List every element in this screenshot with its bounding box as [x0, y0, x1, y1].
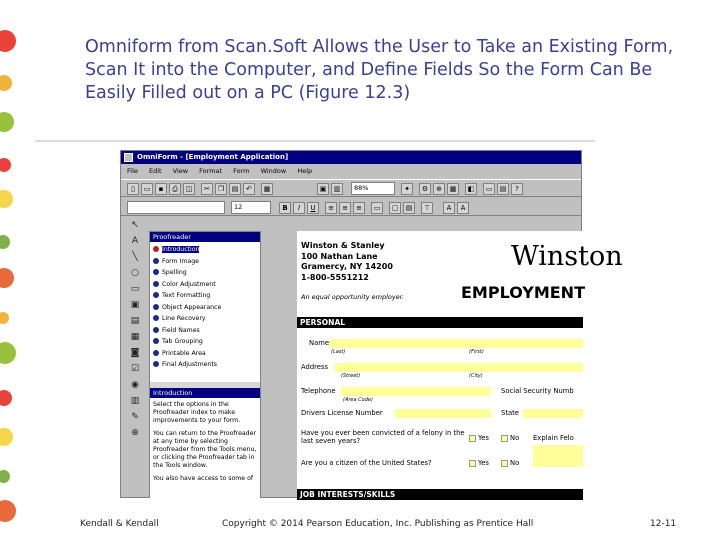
valign-icon[interactable]: ⊤ [421, 202, 433, 214]
paste-icon[interactable]: ▤ [229, 183, 241, 195]
proofreader-item[interactable]: Color Adjustment [153, 279, 257, 291]
table-tool-icon[interactable]: ▦ [130, 332, 140, 342]
title-divider [35, 140, 595, 142]
company-address [301, 241, 393, 283]
ssn-label: Social Security Numb [501, 387, 574, 395]
field-icon[interactable]: ▭ [483, 183, 495, 195]
rect-tool-icon[interactable]: ▭ [130, 284, 140, 294]
first-hint: (First) [469, 349, 484, 355]
field-tool-icon[interactable]: ▤ [130, 316, 140, 326]
form-document [297, 231, 623, 499]
explain-felony-label: Explain Felo [533, 434, 574, 442]
proofreader-item[interactable]: Field Names [153, 325, 257, 337]
bullet-icon [153, 292, 159, 298]
company-logo: Winston [511, 241, 623, 272]
company-line: Winston & Stanley [301, 241, 385, 250]
font-select[interactable] [127, 201, 225, 214]
license-label: Drivers License Number [301, 409, 383, 417]
line-icon[interactable]: ▭ [371, 202, 383, 214]
size-select[interactable]: 12 [231, 201, 271, 214]
explain-felony-field[interactable] [533, 445, 583, 467]
scan-icon[interactable]: ▦ [261, 183, 273, 195]
street-hint: (Street) [341, 373, 361, 379]
image-tool-icon[interactable]: ▣ [130, 300, 140, 310]
fill-icon[interactable]: ▣ [317, 183, 329, 195]
proofreader-panel [149, 231, 261, 497]
view-icon[interactable]: ◧ [465, 183, 477, 195]
slide-title: Omniform from Scan.Soft Allows the User to Take an Existing Form, Scan It into the Computer, and Define Fields So the Form Can Be Easily Filled out on a PC (Figure 12.3) [85, 37, 674, 103]
introduction-text [150, 398, 260, 502]
company-line: Gramercy, NY 14200 [301, 262, 393, 271]
line-tool-icon[interactable]: ╲ [132, 252, 138, 262]
bullet-icon [153, 258, 159, 264]
company-line: 1-800-5551212 [301, 272, 369, 282]
intro-paragraph: You also have access to some of [153, 475, 254, 482]
proofreader-item[interactable]: Spelling [153, 267, 257, 279]
citizen-no-label: No [510, 459, 520, 467]
zoom-icon[interactable]: ⊕ [433, 183, 445, 195]
grid-icon[interactable]: ▦ [447, 183, 459, 195]
felony-question: Have you ever been convicted of a felony in the last seven years? [301, 429, 465, 445]
form-heading: EMPLOYMENT [461, 283, 585, 302]
footer-page-number: 12-11 [650, 519, 677, 529]
window-titlebar [121, 151, 581, 164]
align-center-icon[interactable]: ≡ [339, 202, 351, 214]
intro-paragraph: Select the options in the Proofreader index to make improvements to your form. [153, 401, 241, 424]
tools-palette [124, 219, 146, 497]
last-hint: (Last) [331, 349, 346, 355]
underline-icon[interactable]: U [307, 202, 319, 214]
intro-paragraph: You can return to the Proofreader at any time by selecting Proofreader from the Tools menu, or clicking the Proofreader tab in the Tools window. [153, 430, 257, 469]
menu-window[interactable]: Window [260, 167, 287, 175]
bullet-icon [153, 246, 159, 252]
proofreader-list [150, 242, 260, 382]
bullet-icon [153, 315, 159, 321]
decorative-dot-strip [0, 0, 30, 540]
proofreader-item[interactable]: Introduction [153, 244, 257, 256]
cut-icon[interactable]: ✂ [201, 183, 213, 195]
text-tool-icon[interactable]: A [131, 236, 139, 246]
city-hint: (City) [469, 373, 483, 379]
bullet-icon [153, 361, 159, 367]
omniform-screenshot [120, 150, 623, 499]
app-icon [124, 153, 133, 162]
citizen-question: Are you a citizen of the United States? [301, 459, 432, 467]
eoe-statement: An equal opportunity employer. [301, 293, 404, 301]
new-icon[interactable]: ▯ [127, 183, 139, 195]
proofreader-header: Proofreader [150, 232, 260, 242]
bullet-icon [153, 338, 159, 344]
preview-icon[interactable]: ◫ [183, 183, 195, 195]
align-right-icon[interactable]: ≡ [353, 202, 365, 214]
proofreader-item[interactable]: Final Adjustments [153, 359, 257, 371]
bullet-icon [153, 304, 159, 310]
menu-format[interactable]: Format [199, 167, 223, 175]
color-icon[interactable]: ▤ [403, 202, 415, 214]
menu-form[interactable]: Form [233, 167, 250, 175]
undo-icon[interactable]: ↶ [243, 183, 255, 195]
pointer-icon[interactable]: ↖ [131, 220, 139, 230]
menu-file[interactable]: File [127, 167, 138, 175]
signature-tool-icon[interactable]: ✎ [131, 412, 139, 422]
ellipse-tool-icon[interactable]: ○ [131, 268, 139, 278]
citizen-yes-checkbox[interactable] [469, 460, 476, 467]
font-shrink-icon[interactable]: A [457, 202, 469, 214]
bullet-icon [153, 269, 159, 275]
save-icon[interactable]: ▪ [155, 183, 167, 195]
help-icon[interactable]: ? [511, 183, 523, 195]
menu-bar [121, 165, 581, 178]
format-toolbar [121, 199, 581, 216]
button-tool-icon[interactable]: ◙ [130, 348, 140, 358]
proofreader-item[interactable]: Printable Area [153, 348, 257, 360]
state-label: State [501, 409, 519, 417]
form-icon[interactable]: ▥ [331, 183, 343, 195]
main-toolbar [121, 179, 581, 197]
citizen-yes-label: Yes [478, 459, 489, 467]
telephone-label: Telephone [301, 387, 336, 395]
introduction-header: Introduction [150, 388, 260, 398]
proofreader-item[interactable]: Line Recovery [153, 313, 257, 325]
bullet-icon [153, 327, 159, 333]
italic-icon[interactable]: I [293, 202, 305, 214]
radio-tool-icon[interactable]: ◉ [131, 380, 139, 390]
citizen-no-checkbox[interactable] [501, 460, 508, 467]
address-label: Address [301, 363, 329, 371]
zoom-tool-icon[interactable]: ⊕ [131, 428, 139, 438]
table-icon[interactable]: ▤ [497, 183, 509, 195]
felony-yes-label: Yes [478, 434, 489, 442]
align-left-icon[interactable]: ≡ [325, 202, 337, 214]
proofreader-item[interactable]: Form Image [153, 256, 257, 268]
workspace-gutter [266, 231, 296, 497]
section-personal: PERSONAL [297, 317, 583, 328]
footer-copyright: Copyright © 2014 Pearson Education, Inc. Publishing as Prentice Hall [222, 519, 534, 529]
section-job-interests: JOB INTERESTS/SKILLS [297, 489, 583, 500]
copy-icon[interactable]: ❐ [215, 183, 227, 195]
license-field[interactable] [395, 409, 491, 418]
state-field[interactable] [523, 409, 583, 418]
felony-no-label: No [510, 434, 520, 442]
tools-icon[interactable]: ⚙ [419, 183, 431, 195]
window-title: OmniForm - [Employment Application] [137, 153, 289, 161]
zoom-select[interactable]: 88% [351, 182, 395, 195]
bulb-icon[interactable]: ✦ [401, 183, 413, 195]
proofreader-item[interactable]: Tab Grouping [153, 336, 257, 348]
menu-help[interactable]: Help [297, 167, 313, 175]
checkbox-tool-icon[interactable]: ☑ [130, 364, 140, 374]
menu-edit[interactable]: Edit [148, 167, 162, 175]
felony-yes-checkbox[interactable] [469, 435, 476, 442]
font-grow-icon[interactable]: A [443, 202, 455, 214]
bullet-icon [153, 350, 159, 356]
felony-no-checkbox[interactable] [501, 435, 508, 442]
proofreader-item[interactable]: Text Formatting [153, 290, 257, 302]
print-icon[interactable]: ⎙ [169, 183, 181, 195]
menu-view[interactable]: View [172, 167, 189, 175]
bullet-icon [153, 281, 159, 287]
name-label: Name [309, 339, 330, 347]
proofreader-item[interactable]: Object Appearance [153, 302, 257, 314]
company-line: 100 Nathan Lane [301, 251, 378, 261]
bold-icon[interactable]: B [279, 202, 291, 214]
address-field[interactable] [335, 363, 583, 372]
open-icon[interactable]: ▭ [141, 183, 153, 195]
name-field[interactable] [329, 339, 583, 348]
column-tool-icon[interactable]: ▥ [130, 396, 140, 406]
border-icon[interactable]: ▢ [389, 202, 401, 214]
footer-authors: Kendall & Kendall [80, 519, 159, 529]
telephone-field[interactable] [341, 387, 491, 396]
area-code-hint: (Area Code) [343, 397, 373, 403]
